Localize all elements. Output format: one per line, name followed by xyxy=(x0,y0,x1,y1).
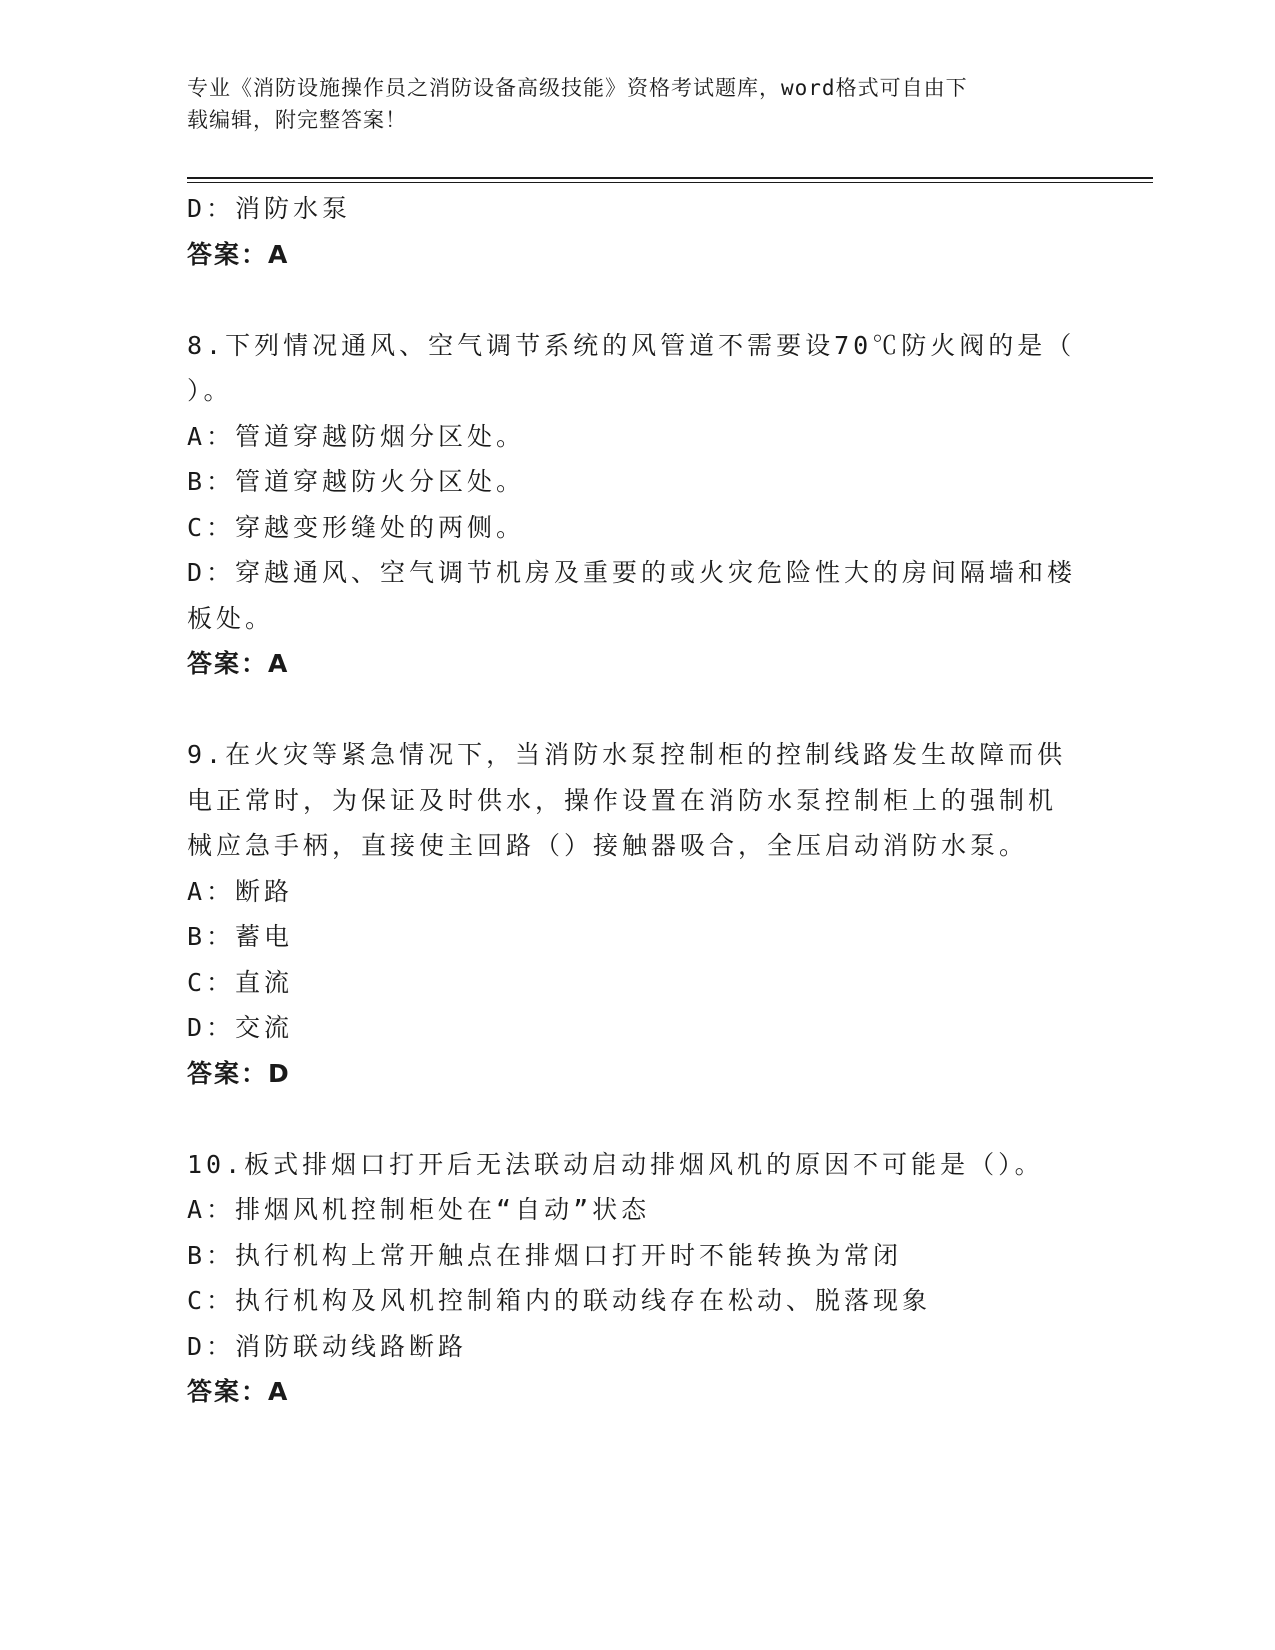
option-d: D：交流 xyxy=(187,1013,294,1042)
option-c: C：执行机构及风机控制箱内的联动线存在松动、脱落现象 xyxy=(187,1286,932,1315)
option-a: A：断路 xyxy=(187,876,294,906)
header-divider-thick xyxy=(187,177,1153,179)
option-d: D：穿越通风、空气调节机房及重要的或火灾危险性大的房间隔墙和楼 xyxy=(187,558,1077,587)
question-9 xyxy=(187,732,1087,1096)
header-line-2: 载编辑，附完整答案！ xyxy=(187,108,407,132)
option-d-continued: 板处。 xyxy=(187,603,275,633)
option-a: A：排烟风机控制柜处在“自动”状态 xyxy=(187,1195,651,1224)
question-list xyxy=(187,186,1087,1415)
answer-label: 答案：A xyxy=(187,649,290,678)
question-stem-line: 10.板式排烟口打开后无法联动启动排烟风机的原因不可能是（）。 xyxy=(187,1149,1044,1179)
option-c: C：直流 xyxy=(187,967,294,997)
question-stem-line: 械应急手柄，直接使主回路（）接触器吸合，全压启动消防水泵。 xyxy=(187,831,1029,860)
question-stem-line: 8.下列情况通风、空气调节系统的风管道不需要设70℃防火阀的是（ xyxy=(187,330,1076,360)
question-stem-line: 9.在火灾等紧急情况下，当消防水泵控制柜的控制线路发生故障而供 xyxy=(187,740,1067,769)
spacer xyxy=(187,687,1087,733)
spacer xyxy=(187,277,1087,323)
option-b: B：管道穿越防火分区处。 xyxy=(187,467,526,496)
option-d: D：消防水泵 xyxy=(187,194,352,223)
answer-label: 答案：D xyxy=(187,1058,291,1088)
answer-label: 答案：A xyxy=(187,1377,290,1406)
question-10 xyxy=(187,1142,1087,1415)
document-header xyxy=(187,72,1067,136)
option-d: D：消防联动线路断路 xyxy=(187,1331,468,1361)
question-stem-line: 电正常时，为保证及时供水，操作设置在消防水泵控制柜上的强制机 xyxy=(187,785,1058,815)
option-c: C：穿越变形缝处的两侧。 xyxy=(187,512,526,542)
option-b: B：执行机构上常开触点在排烟口打开时不能转换为常闭 xyxy=(187,1240,903,1270)
header-line-1: 专业《消防设施操作员之消防设备高级技能》资格考试题库，word格式可自由下 xyxy=(187,76,968,100)
header-divider-thin xyxy=(187,182,1153,183)
option-b: B：蓄电 xyxy=(187,922,294,951)
option-a: A：管道穿越防烟分区处。 xyxy=(187,421,526,451)
question-8 xyxy=(187,323,1087,687)
previous-question-tail xyxy=(187,186,1087,277)
question-stem-line: ）。 xyxy=(187,376,233,405)
answer-label: 答案：A xyxy=(187,239,290,269)
spacer xyxy=(187,1096,1087,1142)
